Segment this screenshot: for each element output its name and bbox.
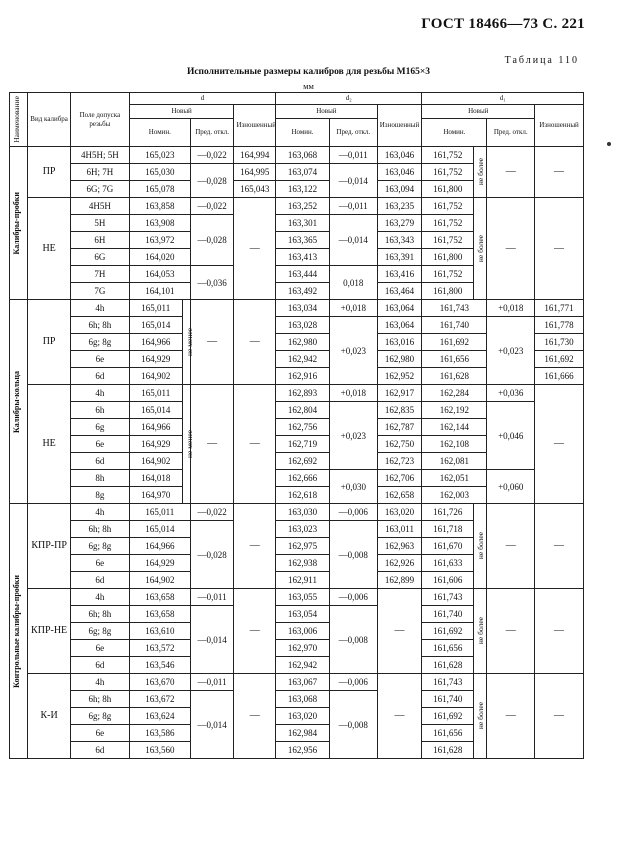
table-cell: 163,658 [129, 589, 190, 606]
table-cell: +0,046 [487, 402, 535, 470]
table-cell [474, 147, 487, 198]
table-cell: 6H; 7H [70, 164, 129, 181]
table-cell: +0,018 [329, 300, 377, 317]
table-cell: 161,692 [422, 623, 474, 640]
table-cell: 6g; 8g [70, 708, 129, 725]
table-cell: 4h [70, 589, 129, 606]
table-cell: +0,018 [329, 385, 377, 402]
table-cell: 163,034 [276, 300, 330, 317]
table-cell: 4h [70, 674, 129, 691]
col-pole: Поле допуска резьбы [70, 93, 129, 147]
table-cell: — [487, 147, 535, 198]
table-row [10, 504, 584, 521]
table-cell: 163,074 [276, 164, 330, 181]
table-cell: +0,036 [487, 385, 535, 402]
table-cell: 163,046 [377, 164, 422, 181]
table-cell: 164,101 [129, 283, 190, 300]
table-cell: 162,911 [276, 572, 330, 589]
vertical-label: не более [476, 158, 486, 186]
table-cell: 6g; 8g [70, 538, 129, 555]
table-cell: 162,942 [276, 351, 330, 368]
table-cell: 165,014 [129, 317, 182, 334]
table-cell: 163,365 [276, 232, 330, 249]
table-cell: 162,952 [377, 368, 422, 385]
table-cell: 161,771 [535, 300, 584, 317]
table-cell: 0,018 [329, 266, 377, 300]
table-cell: 161,692 [535, 351, 584, 368]
table-row [10, 147, 584, 164]
table-cell: 161,633 [422, 555, 474, 572]
table-cell: 164,995 [234, 164, 276, 181]
vertical-label: Наименование [12, 96, 21, 143]
table-cell: — [487, 198, 535, 300]
table-cell: 163,068 [276, 147, 330, 164]
table-cell: —0,008 [329, 691, 377, 759]
table-cell: 162,719 [276, 436, 330, 453]
table-cell [182, 300, 194, 385]
d1-nom: Номин. [422, 119, 487, 147]
table-cell: 6g; 8g [70, 623, 129, 640]
table-cell: 162,963 [377, 538, 422, 555]
table-cell: 164,966 [129, 419, 182, 436]
col-d1: d₁ [422, 93, 584, 105]
d-new: Новый [129, 105, 234, 119]
table-cell: 162,899 [377, 572, 422, 589]
d2-tol: Пред. откл. [329, 119, 377, 147]
table-cell: 163,028 [276, 317, 330, 334]
table-cell: — [535, 504, 584, 589]
d-worn: Изношенный [234, 105, 276, 147]
table-cell: 161,656 [422, 640, 474, 657]
col-d2: d₂ [276, 93, 422, 105]
group-name: КПР-ПР [28, 504, 71, 589]
table-cell: 165,043 [234, 181, 276, 198]
table-row [10, 385, 584, 402]
table-cell: +0,018 [487, 300, 535, 317]
table-cell: 163,391 [377, 249, 422, 266]
table-cell: 162,893 [276, 385, 330, 402]
table-cell: 164,053 [129, 266, 190, 283]
table-cell: 6h; 8h [70, 691, 129, 708]
table-cell: 165,030 [129, 164, 190, 181]
table-cell: —0,028 [190, 215, 234, 266]
table-cell: 6h; 8h [70, 606, 129, 623]
table-cell: — [487, 504, 535, 589]
table-cell: 162,658 [377, 487, 422, 504]
table-cell: 165,014 [129, 402, 182, 419]
table-cell: — [190, 385, 234, 504]
table-cell: 162,984 [276, 725, 330, 742]
table-cell [474, 504, 487, 589]
table-cell: 161,778 [535, 317, 584, 334]
table-cell: 8g [70, 487, 129, 504]
table-cell: 161,752 [422, 147, 474, 164]
table-cell: 4h [70, 504, 129, 521]
table-cell: 164,970 [129, 487, 182, 504]
table-cell: 6h; 8h [70, 521, 129, 538]
vertical-label: не более [476, 234, 486, 263]
table-cell: 6e [70, 725, 129, 742]
table-cell: 163,064 [377, 300, 422, 317]
table-cell: —0,022 [190, 504, 234, 521]
table-cell: 164,902 [129, 453, 182, 470]
vertical-label: Контрольные калибры-пробки [12, 574, 21, 688]
table-cell: 161,718 [422, 521, 474, 538]
table-cell: — [234, 674, 276, 759]
table-cell: —0,006 [329, 589, 377, 606]
table-row [10, 470, 584, 487]
table-cell: —0,006 [329, 674, 377, 691]
table-cell: 163,444 [276, 266, 330, 283]
vertical-label: не более [476, 702, 486, 730]
table-row [10, 402, 584, 419]
table-cell: 161,656 [422, 351, 487, 368]
table-cell: — [535, 385, 584, 504]
table-cell: 163,094 [377, 181, 422, 198]
table-cell: 165,011 [129, 504, 190, 521]
group-name: КПР-НЕ [28, 589, 71, 674]
table-cell: 162,081 [422, 453, 487, 470]
table-cell: —0,014 [329, 215, 377, 266]
table-cell: 164,966 [129, 334, 182, 351]
table-cell: 163,464 [377, 283, 422, 300]
table-cell: 6e [70, 555, 129, 572]
d2-worn: Изношенный [377, 105, 422, 147]
table-cell: 162,723 [377, 453, 422, 470]
table-cell: 161,800 [422, 181, 474, 198]
table-cell: 161,670 [422, 538, 474, 555]
table-cell: 163,067 [276, 674, 330, 691]
data-table [9, 92, 584, 759]
group-name: ПР [28, 300, 71, 385]
table-cell: 163,030 [276, 504, 330, 521]
table-cell: +0,023 [329, 317, 377, 385]
vertical-label: Калибры-пробки [12, 191, 21, 255]
table-cell: —0,022 [190, 198, 234, 215]
group-name: НЕ [28, 198, 71, 300]
table-cell: 7G [70, 283, 129, 300]
table-cell: —0,011 [190, 589, 234, 606]
table-cell: 161,743 [422, 589, 474, 606]
table-cell: 161,752 [422, 198, 474, 215]
table-cell: 163,252 [276, 198, 330, 215]
table-cell [474, 674, 487, 759]
table-cell: 162,970 [276, 640, 330, 657]
table-cell: 163,122 [276, 181, 330, 198]
table-cell: —0,014 [329, 164, 377, 198]
table-cell: 163,670 [129, 674, 190, 691]
table-cell: 6d [70, 572, 129, 589]
table-cell: — [234, 589, 276, 674]
table-cell: 6G; 7G [70, 181, 129, 198]
table-cell: 162,144 [422, 419, 487, 436]
vertical-label: не менее [184, 328, 194, 356]
table-cell: 162,975 [276, 538, 330, 555]
table-cell: 163,301 [276, 215, 330, 232]
table-cell: 163,279 [377, 215, 422, 232]
d1-tol: Пред. откл. [487, 119, 535, 147]
table-cell: 163,023 [276, 521, 330, 538]
vertical-label: не более [476, 532, 486, 560]
table-cell: 6h; 8h [70, 317, 129, 334]
table-cell: 163,020 [377, 504, 422, 521]
table-cell: 163,011 [377, 521, 422, 538]
table-cell: — [535, 589, 584, 674]
table-title: Исполнительные размеры калибров для резьбы М165×3 [186, 67, 431, 77]
table-cell: 161,800 [422, 283, 474, 300]
table-cell: 162,835 [377, 402, 422, 419]
table-cell: 4h [70, 385, 129, 402]
table-cell: 161,628 [422, 742, 474, 759]
group-name: НЕ [28, 385, 71, 504]
table-cell: 4H5H; 5H [70, 147, 129, 164]
table-cell: 6G [70, 249, 129, 266]
table-cell: 161,752 [422, 232, 474, 249]
col-d: d [129, 93, 275, 105]
vertical-label: не менее [184, 430, 194, 458]
table-cell: 6d [70, 742, 129, 759]
table-cell: 162,192 [422, 402, 487, 419]
table-cell: 163,413 [276, 249, 330, 266]
table-cell: 163,858 [129, 198, 190, 215]
table-cell: 164,966 [129, 538, 190, 555]
table-cell: —0,008 [329, 606, 377, 674]
table-cell: 161,628 [422, 368, 487, 385]
table-cell: 163,624 [129, 708, 190, 725]
table-row [10, 674, 584, 691]
table-cell: —0,036 [190, 266, 234, 300]
table-cell: 162,756 [276, 419, 330, 436]
table-cell: 162,980 [377, 351, 422, 368]
table-cell: 164,994 [234, 147, 276, 164]
table-cell: 165,014 [129, 521, 190, 538]
table-cell: 162,284 [422, 385, 487, 402]
table-cell: 161,692 [422, 708, 474, 725]
table-cell: 164,018 [129, 470, 182, 487]
table-cell: 163,560 [129, 742, 190, 759]
table-cell: 163,016 [377, 334, 422, 351]
table-row [10, 198, 584, 215]
table-cell: 163,908 [129, 215, 190, 232]
table-cell: 162,804 [276, 402, 330, 419]
group-name: ПР [28, 147, 71, 198]
table-cell: 5H [70, 215, 129, 232]
table-number: Таблица 110 [504, 55, 579, 66]
table-cell: — [234, 198, 276, 300]
table-cell: —0,028 [190, 164, 234, 198]
table-cell: 163,586 [129, 725, 190, 742]
table-cell: 6e [70, 436, 129, 453]
table-cell: 163,416 [377, 266, 422, 283]
table-cell: —0,011 [329, 198, 377, 215]
table-cell: 165,011 [129, 300, 182, 317]
table-cell: 6g [70, 419, 129, 436]
table-cell: 161,752 [422, 164, 474, 181]
table-cell: 8h [70, 470, 129, 487]
margin-mark [607, 142, 611, 146]
table-cell: 162,750 [377, 436, 422, 453]
table-cell: 161,743 [422, 674, 474, 691]
table-cell: +0,060 [487, 470, 535, 504]
page-id: ГОСТ 18466—73 С. 221 [421, 16, 585, 32]
table-cell: 161,740 [422, 317, 487, 334]
table-cell [474, 198, 487, 300]
table-cell: —0,014 [190, 691, 234, 759]
col-vid: Вид калибра [28, 93, 71, 147]
vertical-label: Калибры-кольца [12, 370, 21, 433]
table-cell: 164,902 [129, 368, 182, 385]
table-cell: 164,929 [129, 436, 182, 453]
table-cell: — [377, 674, 422, 759]
table-cell: 163,343 [377, 232, 422, 249]
table-cell: 162,666 [276, 470, 330, 487]
table-cell: 161,752 [422, 266, 474, 283]
table-cell: 164,020 [129, 249, 190, 266]
table-cell: 6d [70, 368, 129, 385]
table-cell: 163,020 [276, 708, 330, 725]
d1-new: Новый [422, 105, 535, 119]
table-cell [182, 385, 194, 504]
d1-worn: Изношенный [535, 105, 584, 147]
table-cell: 6d [70, 657, 129, 674]
table-cell: — [535, 198, 584, 300]
table-cell: 162,051 [422, 470, 487, 487]
table-cell: 163,046 [377, 147, 422, 164]
table-cell: 162,916 [276, 368, 330, 385]
table-cell: 162,938 [276, 555, 330, 572]
table-cell: 163,006 [276, 623, 330, 640]
d2-new: Новый [276, 105, 378, 119]
section-probki [10, 147, 28, 300]
table-cell: +0,023 [329, 402, 377, 470]
table-cell: 163,672 [129, 691, 190, 708]
table-cell: 163,068 [276, 691, 330, 708]
table-cell: 161,656 [422, 725, 474, 742]
table-cell: 163,064 [377, 317, 422, 334]
table-cell: — [234, 385, 276, 504]
table-cell: 6e [70, 640, 129, 657]
table-cell: 162,706 [377, 470, 422, 487]
table-cell: 6d [70, 453, 129, 470]
table-cell: — [487, 674, 535, 759]
table-cell: 164,929 [129, 555, 190, 572]
table-cell: 161,743 [422, 300, 487, 317]
table-cell: 164,929 [129, 351, 182, 368]
table-cell: 161,730 [535, 334, 584, 351]
table-cell: —0,022 [190, 147, 234, 164]
table-cell: — [535, 674, 584, 759]
table-cell: —0,011 [329, 147, 377, 164]
table-cell: — [234, 504, 276, 589]
table-cell: —0,011 [190, 674, 234, 691]
table-cell: 6g; 8g [70, 334, 129, 351]
table-cell: — [377, 589, 422, 674]
table-cell: —0,008 [329, 521, 377, 589]
table-cell: 163,658 [129, 606, 190, 623]
table-cell: — [190, 300, 234, 385]
table-cell: 161,666 [535, 368, 584, 385]
table-cell: 163,054 [276, 606, 330, 623]
table-cell: 161,726 [422, 504, 474, 521]
table-cell: —0,014 [190, 606, 234, 674]
d-nom: Номин. [129, 119, 190, 147]
table-cell: 162,787 [377, 419, 422, 436]
table-cell: 162,980 [276, 334, 330, 351]
table-cell: —0,006 [329, 504, 377, 521]
table-cell: 163,055 [276, 589, 330, 606]
table-cell: 161,740 [422, 691, 474, 708]
table-cell: 161,628 [422, 657, 474, 674]
table-cell: +0,023 [487, 317, 535, 385]
table-cell: 7H [70, 266, 129, 283]
table-cell: 163,235 [377, 198, 422, 215]
table-row [10, 317, 584, 334]
table-cell: 6e [70, 351, 129, 368]
table-cell: 163,492 [276, 283, 330, 300]
table-cell: — [487, 589, 535, 674]
table-cell: 162,917 [377, 385, 422, 402]
table-cell: 163,572 [129, 640, 190, 657]
section-kontr [10, 504, 28, 759]
table-cell: —0,028 [190, 521, 234, 589]
table-cell: 163,546 [129, 657, 190, 674]
table-cell: 162,956 [276, 742, 330, 759]
d2-nom: Номин. [276, 119, 330, 147]
table-cell: 161,606 [422, 572, 474, 589]
table-cell: 162,942 [276, 657, 330, 674]
d-tol: Пред. откл. [190, 119, 234, 147]
unit-label: мм [303, 81, 314, 91]
table-row [10, 300, 584, 317]
table-cell: 4H5H [70, 198, 129, 215]
table-cell: 165,078 [129, 181, 190, 198]
table-cell: +0,030 [329, 470, 377, 504]
table-cell: 162,108 [422, 436, 487, 453]
section-kolca [10, 300, 28, 504]
table-cell [474, 589, 487, 674]
table-cell: 163,610 [129, 623, 190, 640]
table-cell: 4h [70, 300, 129, 317]
table-cell: — [535, 147, 584, 198]
table-cell: 6h [70, 402, 129, 419]
group-name: К-И [28, 674, 71, 759]
table-cell: — [234, 300, 276, 385]
table-cell: 164,902 [129, 572, 190, 589]
table-cell: 161,800 [422, 249, 474, 266]
table-cell: 162,618 [276, 487, 330, 504]
vertical-label: не более [476, 617, 486, 645]
table-cell: 162,003 [422, 487, 487, 504]
table-cell: 161,692 [422, 334, 487, 351]
table-cell: 162,692 [276, 453, 330, 470]
table-cell: 6H [70, 232, 129, 249]
table-row [10, 589, 584, 606]
table-cell: 161,752 [422, 215, 474, 232]
table-cell: 163,972 [129, 232, 190, 249]
table-cell: 165,011 [129, 385, 182, 402]
table-cell: 165,023 [129, 147, 190, 164]
table-cell: 162,926 [377, 555, 422, 572]
table-cell: 161,740 [422, 606, 474, 623]
col-naim [10, 93, 28, 147]
